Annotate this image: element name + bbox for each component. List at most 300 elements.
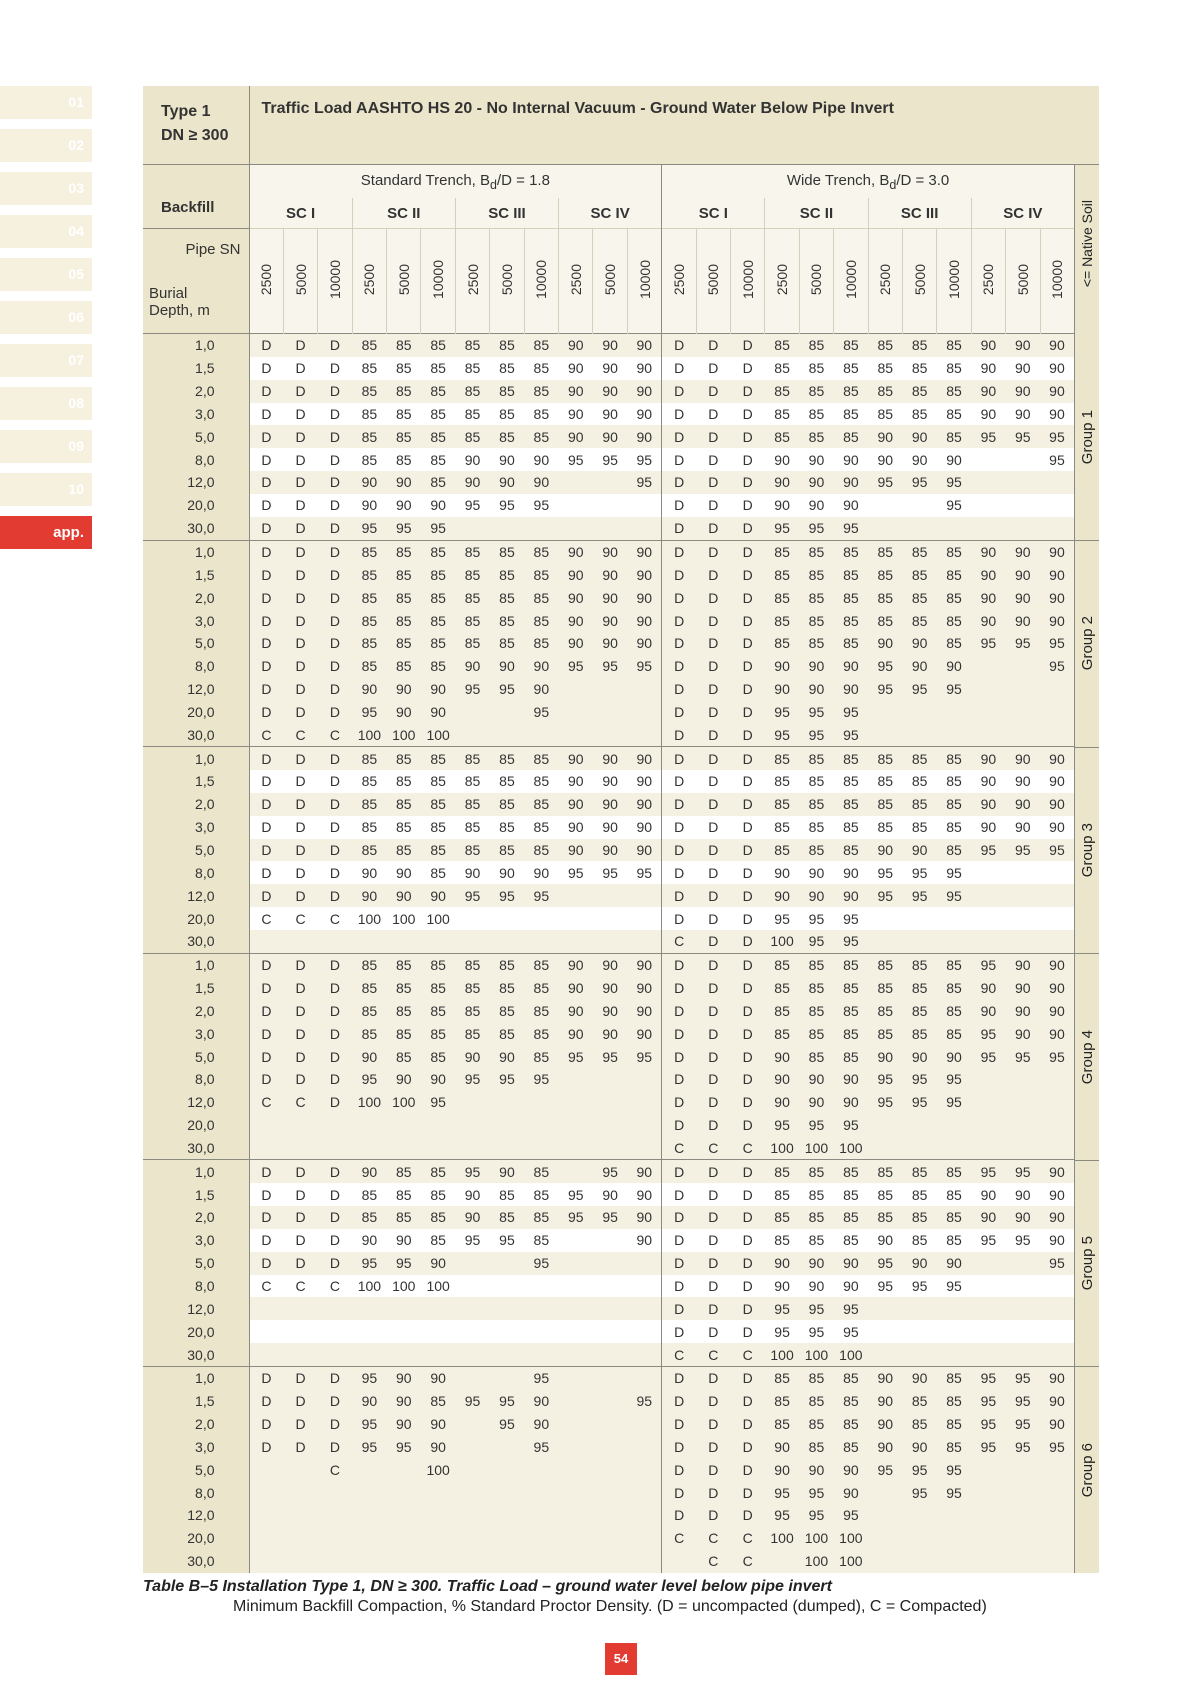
compaction-value: 90: [971, 1206, 1005, 1229]
compaction-value: 95: [902, 1481, 936, 1504]
compaction-value: D: [696, 701, 730, 724]
compaction-value: 85: [430, 360, 446, 377]
compaction-value: 85: [490, 334, 524, 357]
compaction-value: D: [249, 632, 283, 655]
compaction-value: D: [662, 793, 696, 816]
compaction-value: 85: [911, 1186, 928, 1203]
compaction-value: D: [662, 563, 696, 586]
compaction-value: C: [318, 723, 352, 746]
compaction-value: 95: [937, 678, 971, 701]
burial-depth-value: 2,0: [143, 1206, 249, 1229]
compaction-value: D: [283, 540, 317, 563]
compaction-value: [490, 1436, 524, 1459]
compaction-value: [1006, 494, 1040, 517]
compaction-value: [559, 907, 593, 930]
burial-depth-value: 5,0: [143, 839, 249, 862]
table-row: [143, 861, 1099, 884]
compaction-value: [559, 1068, 593, 1091]
burial-depth-value: 30,0: [143, 517, 249, 540]
compaction-value: [1006, 861, 1040, 884]
burial-depth-value: 30,0: [143, 723, 249, 746]
compaction-value: [971, 1114, 1005, 1137]
compaction-value: 95: [387, 517, 421, 540]
pipe-sn-value: 10000: [318, 229, 352, 334]
compaction-value: 90: [352, 678, 386, 701]
table-row: [143, 884, 1099, 907]
compaction-value: D: [662, 357, 696, 380]
burial-depth-value: 20,0: [143, 1320, 249, 1343]
compaction-value: [559, 1252, 593, 1275]
compaction-value: 85: [937, 1160, 971, 1183]
compaction-value: [627, 1527, 661, 1550]
compaction-value: D: [662, 747, 696, 770]
burial-depth-value: 1,5: [143, 1183, 249, 1206]
compaction-value: 85: [765, 609, 799, 632]
compaction-value: [627, 1320, 661, 1343]
compaction-value: D: [662, 1183, 696, 1206]
compaction-value: [593, 1275, 627, 1298]
compaction-value: D: [662, 816, 696, 839]
compaction-value: 85: [455, 540, 489, 563]
compaction-value: D: [295, 864, 306, 881]
compaction-value: 85: [946, 819, 962, 836]
compaction-value: [559, 1458, 593, 1481]
compaction-value: 90: [352, 1160, 386, 1183]
compaction-value: D: [662, 770, 696, 793]
pipe-sn-value: 5000: [799, 229, 833, 334]
compaction-value: 85: [911, 360, 928, 377]
compaction-value: D: [283, 563, 317, 586]
chapter-tab-app[interactable]: app.: [0, 516, 92, 549]
soil-class-label: SC II: [765, 198, 868, 229]
compaction-value: [421, 930, 455, 953]
compaction-value: 95: [937, 1481, 971, 1504]
compaction-value: [902, 1504, 936, 1527]
compaction-value: [455, 1297, 489, 1320]
compaction-value: D: [662, 1068, 696, 1091]
compaction-value: D: [708, 819, 719, 836]
compaction-value: D: [662, 609, 696, 632]
compaction-value: D: [742, 405, 753, 422]
chapter-tab-01[interactable]: 01: [0, 86, 92, 119]
compaction-value: D: [283, 678, 317, 701]
compaction-value: [902, 1527, 936, 1550]
compaction-value: 85: [808, 1186, 825, 1203]
compaction-value: D: [730, 1390, 764, 1413]
compaction-value: D: [318, 1390, 352, 1413]
compaction-value: [971, 494, 1005, 517]
burial-depth-value: 12,0: [143, 471, 249, 494]
burial-depth-value: 1,0: [143, 1366, 249, 1389]
pipe-sn-value: 5000: [283, 229, 317, 334]
compaction-value: [593, 1436, 627, 1459]
compaction-value: 85: [352, 839, 386, 862]
compaction-value: 85: [499, 773, 515, 790]
compaction-value: 90: [971, 609, 1005, 632]
compaction-value: [559, 1160, 593, 1183]
trench-row: [143, 165, 1099, 199]
compaction-value: 90: [636, 360, 653, 377]
compaction-value: 95: [808, 1323, 825, 1340]
compaction-value: [559, 701, 593, 724]
compaction-value: [627, 1343, 661, 1366]
compaction-value: [971, 1252, 1005, 1275]
compaction-value: 85: [395, 1186, 412, 1203]
compaction-value: D: [318, 563, 352, 586]
compaction-value: [593, 723, 627, 746]
burial-depth-value: 3,0: [143, 1229, 249, 1252]
compaction-value: D: [708, 1278, 719, 1295]
compaction-value: D: [283, 1366, 317, 1389]
compaction-value: 90: [799, 471, 833, 494]
compaction-value: D: [708, 910, 719, 927]
compaction-value: D: [730, 1413, 764, 1436]
compaction-value: [559, 1390, 593, 1413]
compaction-value: 85: [387, 953, 421, 976]
compaction-value: [593, 1550, 627, 1573]
compaction-value: 95: [911, 1278, 928, 1295]
compaction-value: D: [730, 1045, 764, 1068]
compaction-value: 95: [490, 1390, 524, 1413]
compaction-value: D: [662, 1297, 696, 1320]
compaction-value: 85: [533, 819, 550, 836]
soil-class-label: SC III: [868, 198, 971, 229]
compaction-value: [627, 907, 661, 930]
compaction-value: 85: [843, 360, 859, 377]
compaction-value: D: [318, 1091, 352, 1114]
compaction-value: 90: [559, 999, 593, 1022]
compaction-value: 90: [1040, 586, 1074, 609]
compaction-value: [352, 1320, 386, 1343]
compaction-value: 95: [490, 1068, 524, 1091]
chapter-tab-09[interactable]: 09: [0, 430, 92, 463]
burial-depth-value: 3,0: [143, 403, 249, 426]
compaction-value: 85: [843, 773, 859, 790]
compaction-value: [593, 517, 627, 540]
compaction-value: [1040, 1550, 1074, 1573]
compaction-value: [559, 1550, 593, 1573]
compaction-value: [318, 1504, 352, 1527]
chapter-tab-02[interactable]: 02: [0, 129, 92, 162]
compaction-value: D: [249, 1390, 283, 1413]
burial-depth-value: 2,0: [143, 380, 249, 403]
compaction-value: D: [662, 448, 696, 471]
compaction-value: [455, 907, 489, 930]
compaction-value: 90: [799, 655, 833, 678]
compaction-value: D: [696, 747, 730, 770]
compaction-value: D: [249, 1366, 283, 1389]
compaction-value: 95: [352, 1366, 386, 1389]
compaction-value: D: [696, 839, 730, 862]
compaction-value: D: [249, 861, 283, 884]
compaction-value: [421, 1550, 455, 1573]
compaction-value: 95: [524, 1366, 558, 1389]
compaction-value: 85: [937, 1413, 971, 1436]
compaction-value: 100: [426, 1278, 450, 1295]
compaction-value: 85: [765, 632, 799, 655]
compaction-value: 95: [421, 1091, 455, 1114]
compaction-value: [1040, 1527, 1074, 1550]
compaction-value: 85: [868, 1206, 902, 1229]
pipe-sn-value: 2500: [352, 229, 386, 334]
compaction-value: [971, 723, 1005, 746]
compaction-value: 85: [524, 632, 558, 655]
compaction-value: 85: [490, 586, 524, 609]
compaction-value: 90: [593, 609, 627, 632]
compaction-value: D: [730, 884, 764, 907]
compaction-value: D: [730, 839, 764, 862]
compaction-value: 90: [559, 563, 593, 586]
compaction-value: [627, 884, 661, 907]
compaction-value: [1006, 723, 1040, 746]
compaction-value: 90: [843, 497, 859, 514]
compaction-value: [283, 1114, 317, 1137]
compaction-value: D: [730, 655, 764, 678]
compaction-value: D: [730, 678, 764, 701]
compaction-value: 85: [524, 977, 558, 1000]
compaction-value: 90: [1040, 334, 1074, 357]
compaction-value: [559, 1091, 593, 1114]
table-row: [143, 701, 1099, 724]
compaction-value: D: [662, 1114, 696, 1137]
compaction-value: [455, 701, 489, 724]
compaction-value: 85: [533, 773, 550, 790]
table-caption: [143, 1578, 1103, 1616]
compaction-value: 85: [843, 819, 859, 836]
compaction-value: [283, 1137, 317, 1160]
soil-class-label: SC IV: [559, 198, 662, 229]
compaction-value: D: [730, 930, 764, 953]
compaction-value: D: [730, 723, 764, 746]
compaction-value: 85: [455, 793, 489, 816]
compaction-value: 95: [902, 678, 936, 701]
chapter-tab-06[interactable]: 06: [0, 301, 92, 334]
compaction-value: 85: [799, 1436, 833, 1459]
compaction-value: 85: [387, 609, 421, 632]
compaction-value: [559, 1413, 593, 1436]
compaction-value: [971, 1504, 1005, 1527]
compaction-value: [1006, 517, 1040, 540]
compaction-value: 100: [357, 910, 382, 927]
compaction-value: 90: [524, 678, 558, 701]
burial-depth-value: 3,0: [143, 816, 249, 839]
compaction-value: 85: [352, 793, 386, 816]
compaction-value: 85: [490, 747, 524, 770]
compaction-value: 95: [559, 1045, 593, 1068]
compaction-value: 90: [765, 655, 799, 678]
compaction-value: [1040, 907, 1074, 930]
compaction-value: D: [662, 1436, 696, 1459]
compaction-value: 85: [490, 999, 524, 1022]
compaction-value: 85: [799, 586, 833, 609]
burial-depth-value: 8,0: [143, 448, 249, 471]
compaction-value: [559, 1366, 593, 1389]
compaction-value: [249, 1320, 283, 1343]
compaction-value: 90: [1049, 819, 1065, 836]
compaction-value: D: [730, 1068, 764, 1091]
compaction-value: 90: [868, 425, 902, 448]
compaction-value: 95: [808, 910, 825, 927]
compaction-value: 90: [1006, 609, 1040, 632]
compaction-value: 95: [799, 1504, 833, 1527]
compaction-value: 85: [421, 747, 455, 770]
chapter-tab-08[interactable]: 08: [0, 387, 92, 420]
compaction-value: [524, 1320, 558, 1343]
compaction-value: 90: [877, 1232, 894, 1249]
compaction-value: D: [662, 1160, 696, 1183]
compaction-value: [593, 1343, 627, 1366]
compaction-value: 95: [1040, 1045, 1074, 1068]
compaction-value: C: [696, 1550, 730, 1573]
compaction-value: 95: [1006, 1045, 1040, 1068]
compaction-value: 85: [430, 451, 446, 468]
type-line2: DN ≥ 300: [161, 127, 229, 144]
compaction-value: 85: [352, 586, 386, 609]
compaction-value: 95: [455, 1068, 489, 1091]
chapter-tab-05[interactable]: 05: [0, 258, 92, 291]
compaction-value: D: [249, 1229, 283, 1252]
compaction-value: 85: [868, 953, 902, 976]
compaction-value: 95: [868, 1068, 902, 1091]
chapter-tab-07[interactable]: 07: [0, 344, 92, 377]
compaction-value: 95: [627, 1045, 661, 1068]
compaction-value: D: [730, 1114, 764, 1137]
compaction-value: [455, 1275, 489, 1298]
compaction-value: 90: [387, 678, 421, 701]
compaction-value: 90: [1040, 1022, 1074, 1045]
compaction-value: 90: [627, 380, 661, 403]
compaction-value: 85: [799, 334, 833, 357]
compaction-value: 85: [868, 1022, 902, 1045]
compaction-value: [1006, 1481, 1040, 1504]
compaction-value: 95: [352, 1436, 386, 1459]
table-row: [143, 1320, 1099, 1343]
compaction-value: 85: [361, 773, 378, 790]
compaction-value: D: [249, 999, 283, 1022]
compaction-value: D: [662, 1413, 696, 1436]
burial-depth-value: 1,0: [143, 1160, 249, 1183]
compaction-value: [490, 1550, 524, 1573]
chapter-tab-10[interactable]: 10: [0, 473, 92, 506]
compaction-value: 85: [395, 451, 412, 468]
compaction-value: D: [730, 977, 764, 1000]
compaction-value: 90: [834, 471, 868, 494]
compaction-value: 85: [774, 405, 790, 422]
table-row: [143, 563, 1099, 586]
compaction-value: 85: [490, 380, 524, 403]
compaction-value: D: [249, 1252, 283, 1275]
compaction-value: D: [283, 609, 317, 632]
compaction-value: D: [249, 517, 283, 540]
compaction-value: 85: [490, 1206, 524, 1229]
compaction-value: 90: [971, 586, 1005, 609]
compaction-value: 90: [387, 1413, 421, 1436]
table-row: [143, 334, 1099, 357]
chapter-tab-04[interactable]: 04: [0, 215, 92, 248]
compaction-value: 90: [902, 839, 936, 862]
pipe-sn-burial-depth-cell: [143, 229, 249, 334]
compaction-value: [627, 678, 661, 701]
compaction-value: [971, 1275, 1005, 1298]
compaction-value: 85: [946, 360, 962, 377]
compaction-value: 95: [765, 701, 799, 724]
compaction-value: 90: [902, 425, 936, 448]
table-row: [143, 1068, 1099, 1091]
compaction-value: D: [318, 655, 352, 678]
compaction-value: 95: [352, 1413, 386, 1436]
compaction-value: 95: [1040, 655, 1074, 678]
compaction-value: 95: [937, 1458, 971, 1481]
compaction-value: D: [295, 360, 306, 377]
compaction-value: D: [329, 360, 341, 377]
compaction-value: 85: [937, 380, 971, 403]
compaction-value: C: [696, 1527, 730, 1550]
compaction-value: [559, 1320, 593, 1343]
compaction-value: [868, 723, 902, 746]
compaction-value: [249, 1458, 283, 1481]
compaction-value: [593, 1137, 627, 1160]
compaction-value: 85: [834, 977, 868, 1000]
compaction-value: D: [696, 632, 730, 655]
compaction-value: [868, 930, 902, 953]
compaction-value: 85: [834, 609, 868, 632]
compaction-value: D: [696, 678, 730, 701]
compaction-value: 85: [799, 1413, 833, 1436]
compaction-value: [249, 1343, 283, 1366]
compaction-value: 90: [593, 540, 627, 563]
compaction-value: 100: [392, 910, 416, 927]
compaction-value: 85: [868, 334, 902, 357]
compaction-table-container: [143, 86, 1099, 1573]
compaction-value: D: [662, 655, 696, 678]
compaction-value: C: [662, 1137, 696, 1160]
compaction-value: 85: [877, 1186, 894, 1203]
compaction-value: 95: [1006, 1160, 1040, 1183]
compaction-value: 85: [808, 773, 825, 790]
compaction-value: D: [708, 773, 719, 790]
compaction-value: C: [696, 1137, 730, 1160]
compaction-value: C: [295, 910, 306, 927]
compaction-value: C: [295, 1278, 306, 1295]
compaction-value: 85: [799, 380, 833, 403]
compaction-value: [971, 1527, 1005, 1550]
compaction-value: [524, 1275, 558, 1298]
burial-depth-value: 1,0: [143, 540, 249, 563]
compaction-value: 90: [387, 1366, 421, 1389]
compaction-value: [249, 1137, 283, 1160]
compaction-value: C: [730, 1527, 764, 1550]
compaction-value: D: [662, 540, 696, 563]
compaction-value: D: [662, 380, 696, 403]
compaction-value: [971, 1137, 1005, 1160]
compaction-value: D: [329, 405, 341, 422]
compaction-value: 85: [834, 999, 868, 1022]
chapter-tab-03[interactable]: 03: [0, 172, 92, 205]
compaction-value: C: [662, 1343, 696, 1366]
compaction-value: D: [283, 839, 317, 862]
burial-depth-value: 30,0: [143, 1343, 249, 1366]
compaction-value: [868, 1527, 902, 1550]
compaction-value: [421, 1504, 455, 1527]
compaction-value: 95: [971, 839, 1005, 862]
compaction-value: 90: [1049, 1232, 1065, 1249]
page-number: 54: [605, 1643, 637, 1675]
compaction-value: C: [730, 1550, 764, 1573]
compaction-value: 85: [834, 1413, 868, 1436]
compaction-value: D: [318, 1068, 352, 1091]
burial-depth-value: 5,0: [143, 1252, 249, 1275]
pipe-sn-value: 5000: [593, 229, 627, 334]
